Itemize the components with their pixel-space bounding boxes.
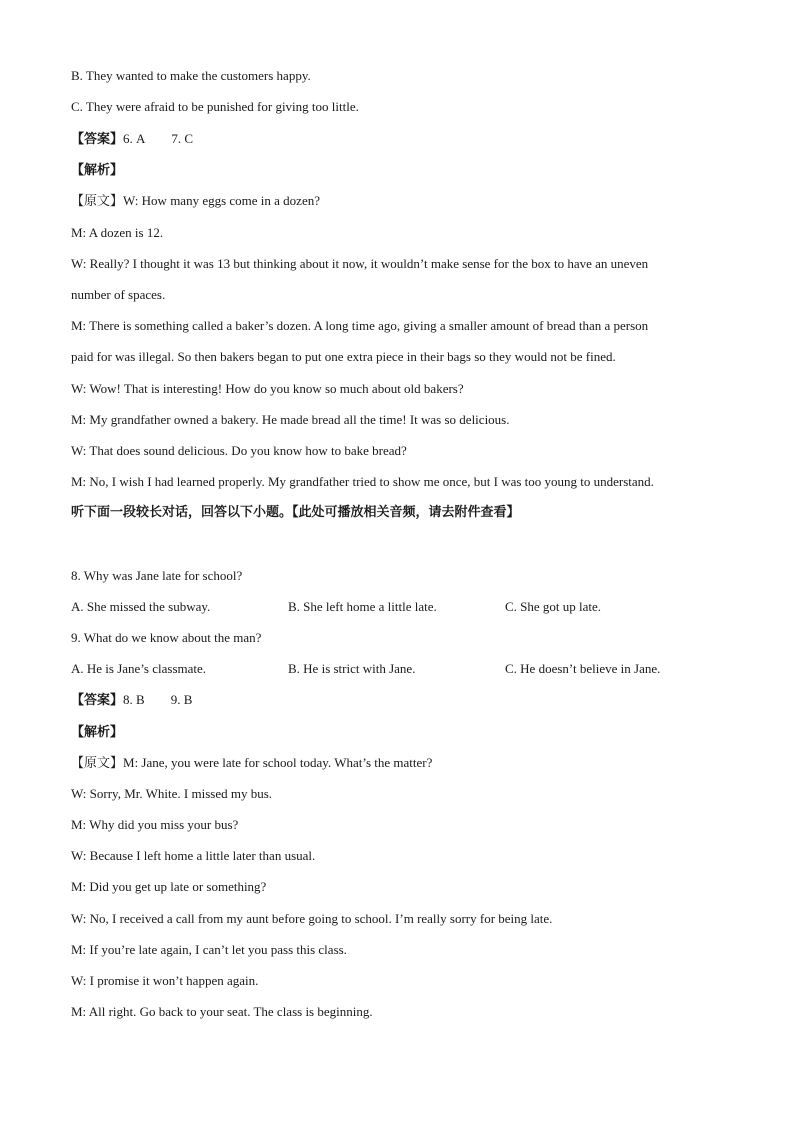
dialogue-line: M: Why did you miss your bus? [71, 817, 239, 832]
answer-6: 6. A [123, 131, 146, 146]
q9-option-c: C. He doesn’t believe in Jane. [505, 661, 661, 676]
answer-line-2 [71, 692, 721, 709]
option-c-q7: C. They were afraid to be punished for giving too little. [71, 99, 359, 114]
dialogue-line: 【原文】W: How many eggs come in a dozen? [71, 193, 320, 209]
q9-option-a: A. He is Jane’s classmate. [71, 661, 207, 676]
dialogue-line: W: No, I received a call from my aunt before going to school. I’m really sorry for being late. [71, 911, 553, 926]
dialogue-line: number of spaces. [71, 287, 166, 302]
original-tag: 【原文】 [71, 756, 124, 771]
dialogue-line: M: If you’re late again, I can’t let you pass this class. [71, 942, 347, 957]
dialogue-line: M: My grandfather owned a bakery. He made bread all the time! It was so delicious. [71, 412, 510, 427]
dialogue-line: M: All right. Go back to your seat. The class is beginning. [71, 1004, 373, 1019]
dialogue-line: M: Did you get up late or something? [71, 879, 267, 894]
answer-7: 7. C [171, 131, 194, 146]
question-9: 9. What do we know about the man? [71, 630, 262, 645]
answer-9: 9. B [170, 692, 193, 707]
dialogue-line: W: Sorry, Mr. White. I missed my bus. [71, 786, 273, 801]
question-8: 8. Why was Jane late for school? [71, 568, 243, 583]
dialogue-line: paid for was illegal. So then bakers began to put one extra piece in their bags so they would not be fined. [71, 349, 616, 364]
q8-option-b: B. She left home a little late. [288, 599, 437, 614]
q8-option-c: C. She got up late. [505, 599, 602, 614]
answer-line-1 [71, 131, 721, 148]
answer-8: 8. B [123, 692, 145, 707]
dialogue-line: W: Wow! That is interesting! How do you know so much about old bakers? [71, 381, 464, 396]
dialogue-line: W: Really? I thought it was 13 but thinking about it now, it wouldn’t make sense for the box to have an uneven [71, 256, 649, 271]
dialogue-line: 【原文】M: Jane, you were late for school today. What’s the matter? [71, 755, 433, 771]
dialogue-line: M: A dozen is 12. [71, 225, 164, 240]
dialogue-line: W: That does sound delicious. Do you know how to bake bread? [71, 443, 407, 458]
q8-option-a: A. She missed the subway. [71, 599, 211, 614]
analysis-heading-2: 【解析】 [71, 725, 124, 740]
dialogue-line: W: I promise it won’t happen again. [71, 973, 259, 988]
original-tag: 【原文】 [71, 194, 124, 209]
dialogue-line: M: There is something called a baker’s dozen. A long time ago, giving a smaller amount of bread than a person [71, 318, 649, 333]
answer-tag: 【答案】 [71, 693, 124, 708]
listening-instruction: 听下面一段较长对话，回答以下小题。【此处可播放相关音频，请去附件查看】 [71, 505, 520, 520]
q9-option-b: B. He is strict with Jane. [288, 661, 416, 676]
dialogue-line: W: Because I left home a little later than usual. [71, 848, 316, 863]
option-b-q7: B. They wanted to make the customers happy. [71, 68, 311, 83]
analysis-heading-1: 【解析】 [71, 163, 124, 178]
answer-tag: 【答案】 [71, 132, 124, 147]
dialogue-line: M: No, I wish I had learned properly. My grandfather tried to show me once, but I was too young to understand. [71, 474, 654, 489]
